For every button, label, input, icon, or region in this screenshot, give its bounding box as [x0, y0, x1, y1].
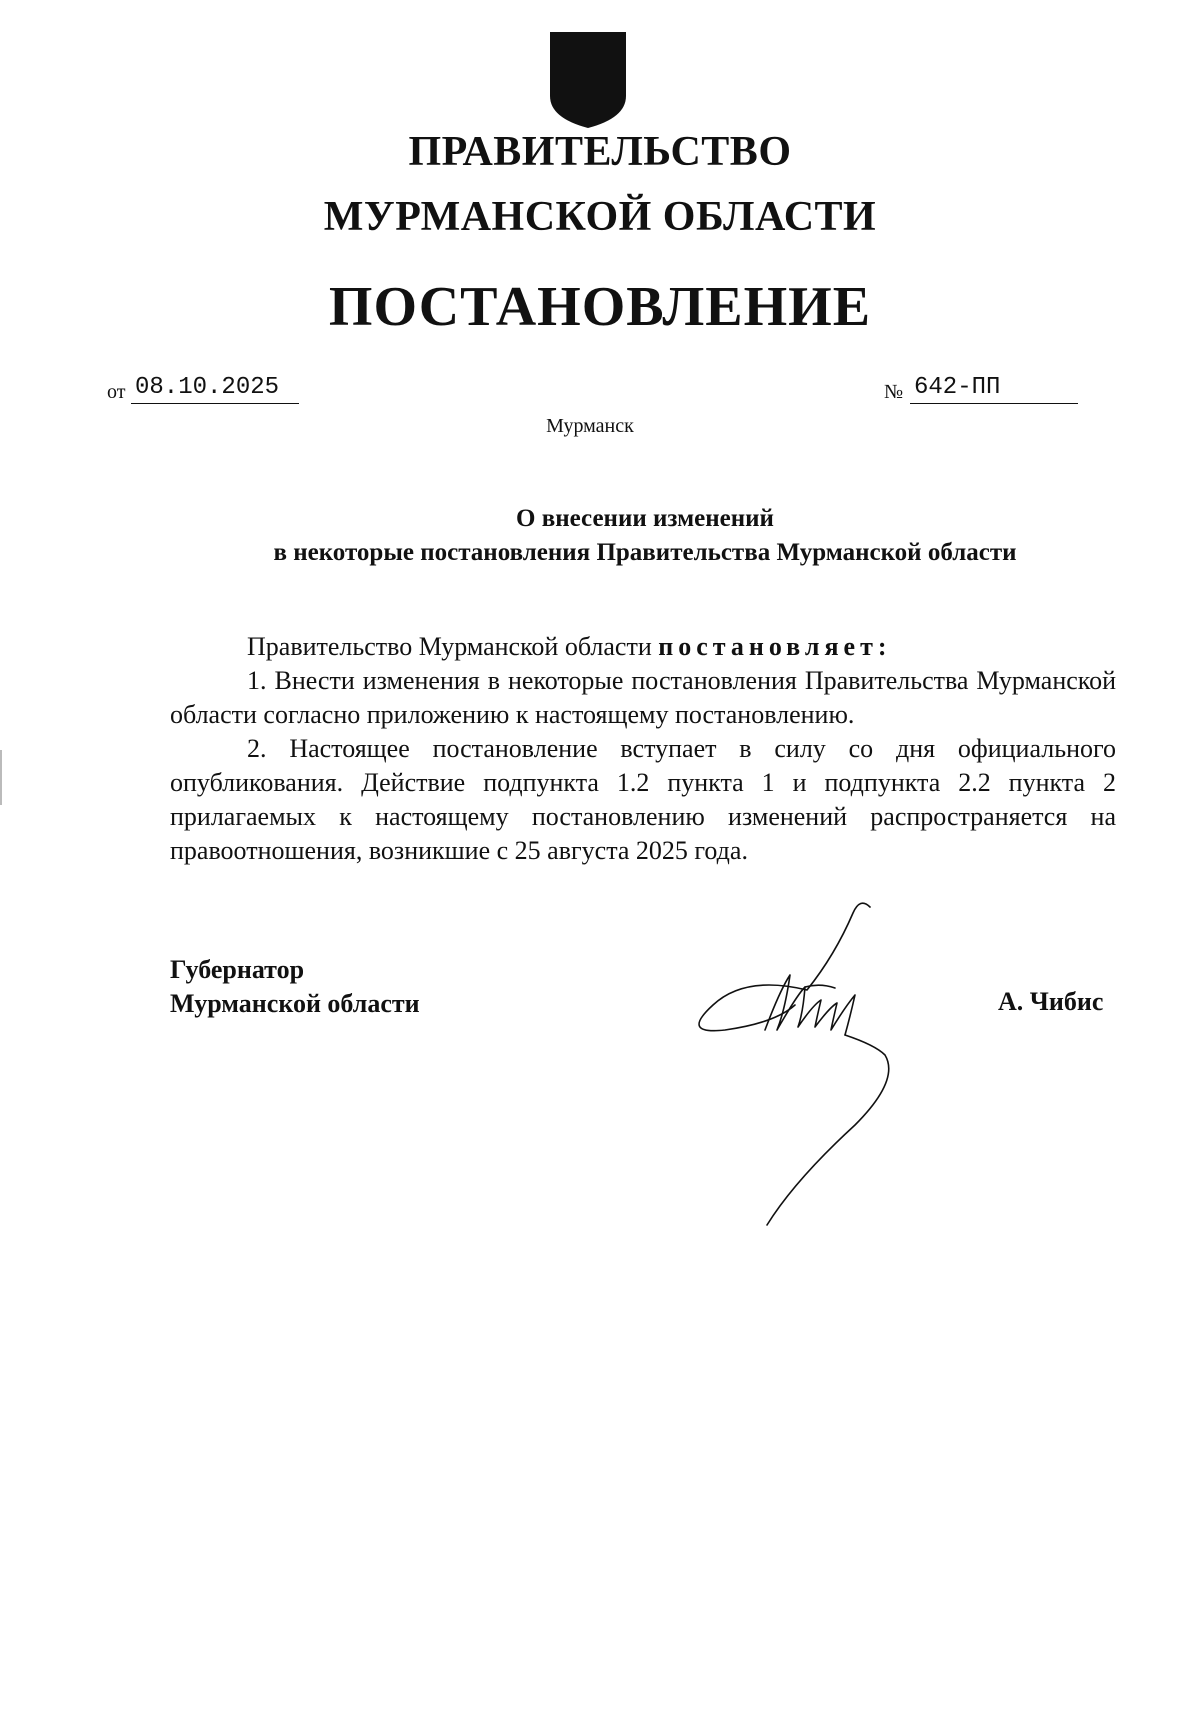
intro-text: Правительство Мурманской области	[247, 632, 659, 661]
document-type: ПОСТАНОВЛЕНИЕ	[328, 276, 872, 338]
government-name-line1: ПРАВИТЕЛЬСТВО	[408, 129, 792, 175]
document-number: 642-ПП	[910, 373, 1078, 404]
city: Мурманск	[546, 415, 634, 437]
document-date: 08.10.2025	[131, 373, 299, 404]
intro-paragraph	[170, 630, 1116, 664]
number-label: №	[884, 381, 904, 403]
item-2: 2. Настоящее постановление вступает в силу со дня официального опубликования. Действие подпункта 1.2 пункта 1 и подпункта 2.2 пункта 2 прилагаемых к настоящему постановлению изменений распространяется на правоотношения, возникшие с 25 августа 2025 года.	[170, 734, 1116, 865]
decree-word: постановляет:	[658, 632, 892, 661]
document-body	[170, 630, 1116, 868]
scan-margin-mark	[0, 750, 2, 805]
document-title-line1: О внесении изменений	[516, 505, 774, 532]
signatory-name: А. Чибис	[998, 987, 1104, 1016]
document-title-line2: в некоторые постановления Правительства Мурманской области	[273, 539, 1017, 566]
position-line2: Мурманской области	[170, 989, 420, 1018]
signatory-position	[170, 953, 420, 1021]
coat-of-arms-icon	[548, 30, 628, 130]
date-label: от	[107, 381, 126, 403]
item-1: 1. Внести изменения в некоторые постановления Правительства Мурманской области согласно приложению к настоящему постановлению.	[170, 666, 1116, 729]
handwritten-signature	[685, 895, 925, 1235]
government-name-line2: МУРМАНСКОЙ ОБЛАСТИ	[323, 194, 877, 240]
position-line1: Губернатор	[170, 955, 305, 984]
